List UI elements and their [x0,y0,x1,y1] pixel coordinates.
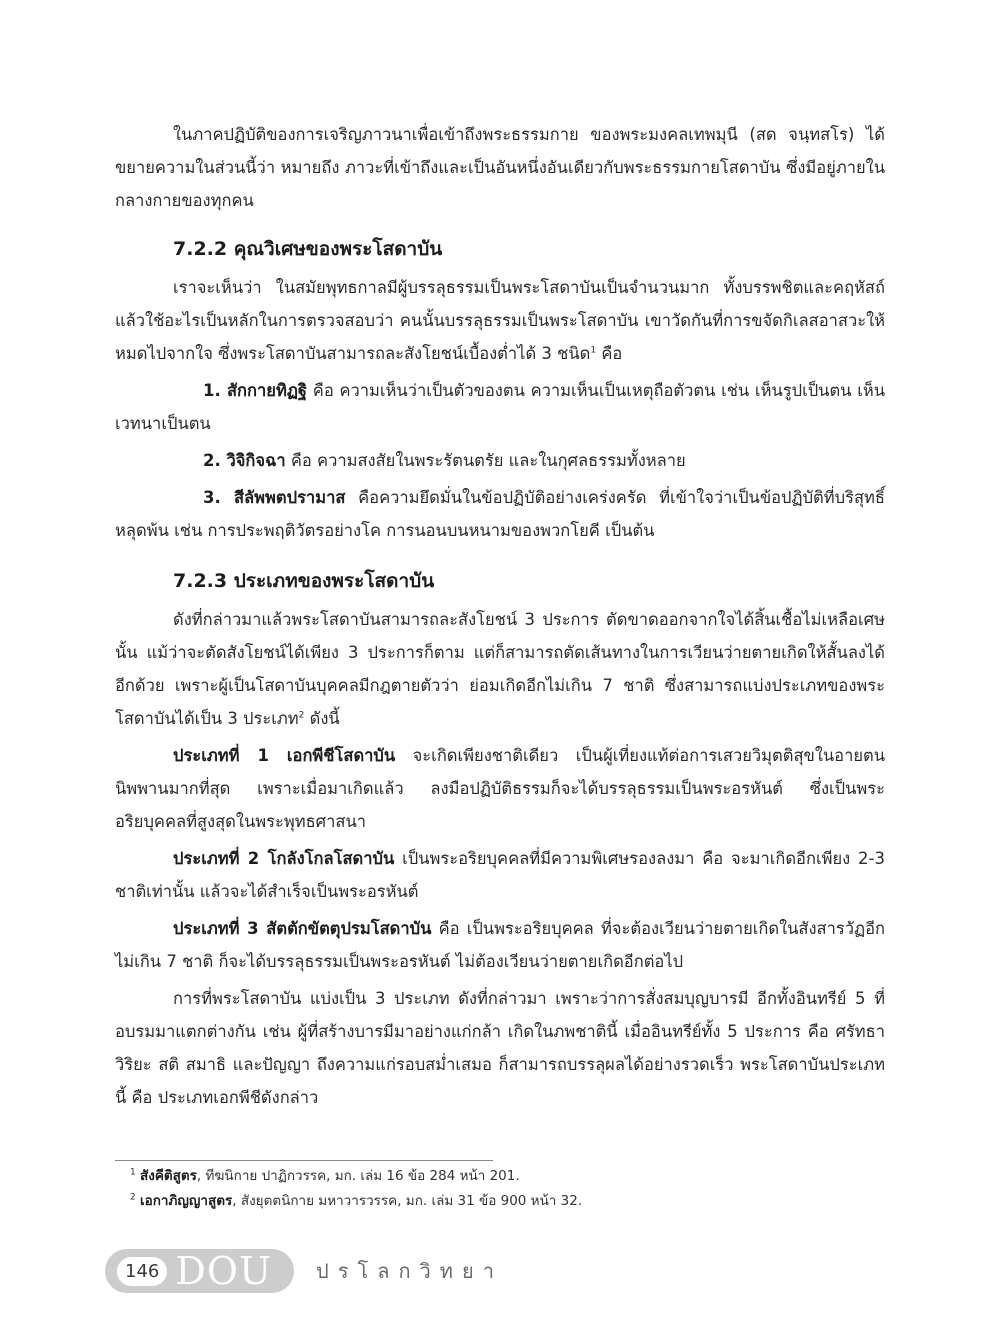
section-722-paragraph-tail: คือ [596,344,623,363]
footnote-text: , ทีฆนิกาย ปาฏิกวรรค, มก. เล่ม 16 ข้อ 284 หน้า 201. [196,1168,520,1184]
footnotes [130,1164,870,1214]
footnote-source: สังคีติสูตร [140,1168,197,1184]
fetter-term: 1. สักกายทิฏฐิ [203,381,308,400]
section-723-paragraph [115,603,885,735]
closing-paragraph: การที่พระโสดาบัน แบ่งเป็น 3 ประเภท ดังที่กล่าวมา เพราะว่าการสั่งสมบุญบารมี อีกทั้งอินทรีย์ 5 ที่อบรมมาแตกต่างกัน เช่น ผู้ที่สร้างบารมีมาอย่างแก่กล้า เกิดในภพชาตินี้ เมื่ออินทรีย์ทั้ง 5 ประการ คือ ศรัทธา วิริยะ สติ สมาธิ และปัญญา ถึงความแก่รอบสม่ำเสมอ ก็สามารถบรรลุผลได้อย่างรวดเร็ว พระโสดาบันประเภทนี้ คือ ประเภทเอกพีชีดังกล่าว [115,989,885,1107]
footer-badge [105,1249,294,1293]
fetter-term: 2. วิจิกิจฉา [203,451,286,470]
intro-paragraph: ในภาคปฏิบัติของการเจริญภาวนาเพื่อเข้าถึงพระธรรมกาย ของพระมงคลเทพมุนี (สด จนฺทสโร) ได้ขยายความในส่วนนี้ว่า หมายถึง ภาวะที่เข้าถึงและเป็นอันหนึ่งอันเดียวกับพระธรรมกายโสดาบัน ซึ่งมีอยู่ภายในกลางกายของทุกคน [115,125,885,210]
fetter-text: คือ ความสงสัยในพระรัตนตรัย และในกุศลธรรมทั้งหลาย [285,451,686,470]
type-term: ประเภทที่ 1 เอกพีชีโสดาบัน [173,746,396,765]
footnote-ref-1[interactable]: 1 [590,345,597,356]
section-723-paragraph-text: ดังที่กล่าวมาแล้วพระโสดาบันสามารถละสังโยชน์ 3 ประการ ตัดขาดออกจากใจได้สิ้นเชื้อไม่เหลือเศษนั้น แม้ว่าจะตัดสังโยชน์ได้เพียง 3 ประการก็ตาม แต่ก็สามารถตัดเส้นทางในการเวียนว่ายตายเกิดให้สั้นลงได้อีกด้วย เพราะผู้เป็นโสดาบันบุคคลมีกฎตายตัวว่า ย่อมเกิดอีกไม่เกิน 7 ชาติ ซึ่งสามารถแบ่งประเภทของพระโสดาบันได้เป็น 3 ประเภท [115,610,885,728]
type-text: คือ เป็นพระอริยบุคคล ที่จะต้องเวียนว่ายตายเกิดในสังสารวัฏอีกไม่เกิน 7 ชาติ ก็จะได้บรรลุธรรมเป็นพระอรหันต์ ไม่ต้องเวียนว่ายตายเกิดอีกต่อไป [115,919,885,971]
section-723-paragraph-tail: ดังนี้ [304,709,340,728]
type-term: ประเภทที่ 3 สัตตักขัตตุปรมโสดาบัน [173,919,432,938]
fetter-item [115,481,885,547]
fetter-text: คือความยึดมั่นในข้อปฏิบัติอย่างเคร่งครัด ที่เข้าใจว่าเป็นข้อปฏิบัติที่บริสุทธิ์หลุดพ้น เช่น การประพฤติวัตรอย่างโค การนอนบนหนามของพวกโยคี เป็นต้น [115,488,885,540]
type-term: ประเภทที่ 2 โกลังโกลโสดาบัน [173,849,395,868]
page-body [115,118,885,1114]
fetter-item [115,374,885,440]
type-text: จะเกิดเพียงชาติเดียว เป็นผู้เที่ยงแท้ต่อการเสวยวิมุตติสุขในอายตนนิพพานมากที่สุด เพราะเมื่อมาเกิดแล้ว ลงมือปฏิบัติธรรมก็จะได้บรรลุธรรมเป็นพระอรหันต์ ซึ่งเป็นพระอริยบุคคลที่สูงสุดในพระพุทธศาสนา [115,746,885,831]
footnote-source: เอกาภิญญาสูตร [140,1193,233,1209]
type-item [115,842,885,908]
course-title: ปรโลกวิทยา [316,1259,503,1283]
type-item [115,912,885,978]
footnote-divider [115,1160,493,1161]
type-item [115,739,885,838]
type-text: เป็นพระอริยบุคคลที่มีความพิเศษรองลงมา คือ จะมาเกิดอีกเพียง 2-3 ชาติเท่านั้น แล้วจะได้สำเร็จเป็นพระอรหันต์ [115,849,885,901]
fetter-item [115,444,885,477]
section-723-heading: 7.2.3 ประเภทของพระโสดาบัน [173,570,435,592]
page-number: 146 [117,1257,167,1286]
section-722-heading: 7.2.2 คุณวิเศษของพระโสดาบัน [173,238,443,260]
footnote-mark: 1 [130,1167,136,1178]
section-722-paragraph-text: เราจะเห็นว่า ในสมัยพุทธกาลมีผู้บรรลุธรรมเป็นพระโสดาบันเป็นจำนวนมาก ทั้งบรรพชิตและคฤหัสถ์ แล้วใช้อะไรเป็นหลักในการตรวจสอบว่า คนนั้นบรรลุธรรมเป็นพระโสดาบัน เขาวัดกันที่การขจัดกิเลสอาสวะให้หมดไปจากใจ ซึ่งพระโสดาบันสามารถละสังโยชน์เบื้องต่ำได้ 3 ชนิด [115,278,885,363]
footnote-text: , สังยุตตนิกาย มหาวารวรรค, มก. เล่ม 31 ข้อ 900 หน้า 32. [232,1193,583,1209]
fetter-term: 3. สีลัพพตปรามาส [203,488,346,507]
brand-logo: DOU [175,1249,273,1293]
footnote-item [130,1164,870,1189]
page-footer [105,1247,503,1295]
section-722-paragraph [115,271,885,370]
footnote-mark: 2 [130,1192,136,1203]
footnote-ref-2[interactable]: 2 [298,710,305,721]
footnote-item [130,1189,870,1214]
fetter-text: คือ ความเห็นว่าเป็นตัวของตน ความเห็นเป็นเหตุถือตัวตน เช่น เห็นรูปเป็นตน เห็นเวทนาเป็นตน [115,381,885,433]
